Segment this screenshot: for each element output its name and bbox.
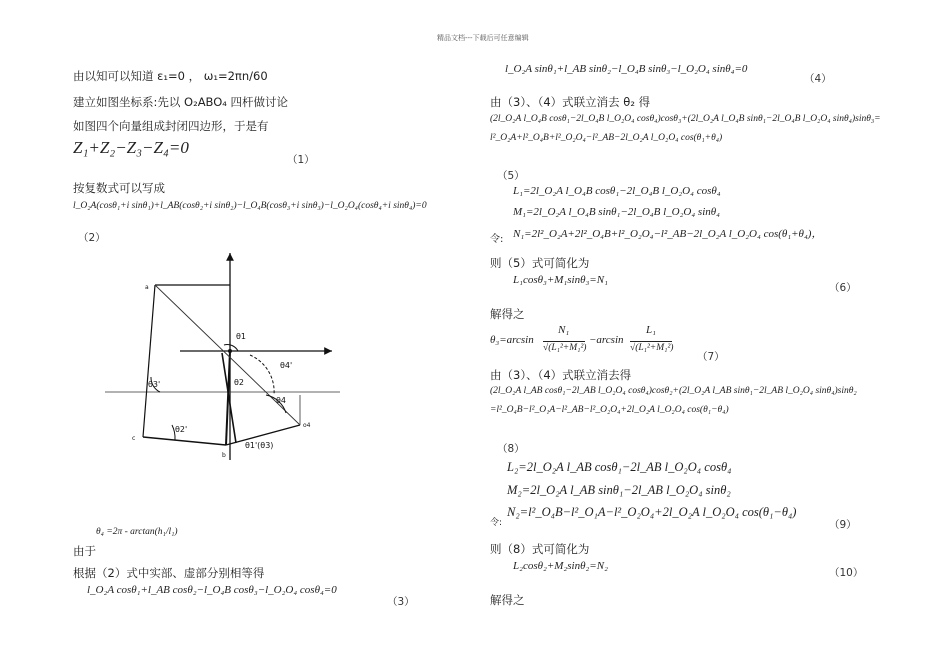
- linkage-diagram: [100, 245, 345, 465]
- theta4-equation: θ₄ =2π - arctan(h₁/l₁): [96, 527, 178, 537]
- label-b: b: [222, 452, 226, 459]
- label-theta2: θ2: [234, 378, 244, 387]
- label-theta4: θ4: [276, 396, 286, 405]
- label-theta2p: θ2': [175, 425, 188, 434]
- intro-line: 由以知可以知道 ε₁=0 ， ω₁=2πn/60: [73, 69, 268, 83]
- eq7-numerator-n1: N₁: [558, 324, 570, 336]
- L2-definition: L₂=2l_O₂A l_AB cosθ₁−2l_AB l_O₂O₄ cosθ₄: [507, 460, 732, 474]
- equation-1-number: （1）: [287, 154, 315, 166]
- combined-eq-line-1: (2l_O₂A l_O₄B cosθ₁−2l_O₄B l_O₂O₄ cosθ₄)cosθ₃+(2l_O₂A l_O₄B sinθ₁−2l_O₄B l_O₂O₄ sinθ₄)sinθ₃=: [490, 114, 881, 124]
- since-label: 由于: [73, 544, 96, 558]
- eliminate-line-2: 由（3）、（4）式联立消去得: [490, 368, 632, 382]
- simplify-line-1: 则（5）式可简化为: [490, 256, 590, 270]
- complex-line: 按复数式可以写成: [73, 181, 165, 195]
- equation-10-number: （10）: [829, 567, 864, 579]
- equation-3: l_O₂A cosθ₁+l_AB cosθ₂−l_O₄B cosθ₃−l_O₂O₄ cosθ₄=0: [87, 584, 337, 596]
- label-c: c: [132, 435, 136, 442]
- label-theta1: θ1: [236, 332, 246, 341]
- label-theta3p: θ3': [148, 380, 161, 389]
- equation-5-number: （5）: [497, 170, 525, 182]
- N2-definition: N₂=l²_O₄B−l²_O₁A−l²_O₂O₄+2l_O₂A l_O₂O₄ cos(θ₁−θ₄): [507, 505, 797, 519]
- eq7-numerator-l1: L₁: [646, 324, 656, 336]
- equation-3-number: （3）: [387, 596, 415, 608]
- eq7-fraction-bar-2: [630, 341, 672, 342]
- equation-1: Z₁+Z₂−Z₃−Z₄=0: [73, 138, 189, 157]
- combined-eq-line-2: l²_O₂A+l²_O₄B+l²_O₂O₄−l²_AB−2l_O₂A l_O₂O₄ cos(θ₁+θ₄): [490, 133, 723, 143]
- eq7-left: θ₃=arcsin: [490, 334, 534, 346]
- equation-6: L₁cosθ₃+M₁sinθ₃=N₁: [513, 274, 608, 286]
- eq7-fraction-bar-1: [543, 341, 585, 342]
- simplify-line-2: 则（8）式可简化为: [490, 542, 590, 556]
- let-label-2: 令:: [490, 518, 503, 528]
- equation-2: l_O₂A(cosθ₁+i sinθ₁)+l_AB(cosθ₂+i sinθ₂)−l_O₄B(cosθ₃+i sinθ₃)−l_O₂O₄(cosθ₄+i sinθ₄)=0: [73, 201, 427, 211]
- label-theta4p: θ4': [280, 361, 293, 370]
- N1-definition: N₁=2l²_O₂A+2l²_O₄B+l²_O₂O₄−l²_AB−2l_O₂A l_O₂O₄ cos(θ₁+θ₄)，: [513, 228, 823, 240]
- combined-eq2-line-1: (2l_O₂A l_AB cosθ₁−2l_AB l_O₂O₄ cosθ₄)cosθ₂+(2l_O₂A l_AB sinθ₁−2l_AB l_O₂O₄ sinθ₄)sinθ₂: [490, 386, 857, 396]
- link-left: [143, 285, 155, 437]
- page-header: 精品文档---下载后可任意编辑: [437, 34, 529, 42]
- combined-eq2-line-2: =l²_O₄B−l²_O₁A−l²_AB−l²_O₂O₄+2l_O₂A l_O₂O₄ cos(θ₁−θ₄): [490, 405, 729, 415]
- equation-4-number: （4）: [804, 73, 832, 85]
- label-theta1p: θ1'(θ3): [245, 441, 274, 450]
- pivot-o2: [228, 349, 232, 353]
- link-bottom: [143, 437, 226, 445]
- M1-definition: M₁=2l_O₂A l_O₄B sinθ₁−2l_O₄B l_O₂O₄ sinθ₄: [513, 206, 720, 218]
- eq7-mid: −arcsin: [589, 334, 624, 346]
- label-o4: o4: [303, 422, 311, 429]
- coord-line: 建立如图坐标系:先以 O₂ABO₄ 四杆做讨论: [73, 95, 289, 109]
- equation-8-number: （8）: [497, 443, 525, 455]
- let-label-1: 令:: [490, 234, 504, 245]
- equation-10: L₂cosθ₂+M₂sinθ₂=N₂: [513, 560, 608, 572]
- equation-7-number: （7）: [697, 351, 725, 363]
- equation-6-number: （6）: [829, 282, 857, 294]
- eq7-denominator-2: √(L₁²+M₁²): [630, 343, 674, 353]
- real-imag-line: 根据（2）式中实部、虚部分别相等得: [73, 566, 265, 580]
- L1-definition: L₁=2l_O₂A l_O₄B cosθ₁−2l_O₄B l_O₂O₄ cosθ₄: [513, 185, 721, 197]
- label-a: a: [145, 284, 149, 291]
- eq7-denominator-1: √(L₁²+M₁²): [543, 343, 587, 353]
- eliminate-line-1: 由（3）、（4）式联立消去 θ₂ 得: [490, 95, 651, 109]
- M2-definition: M₂=2l_O₂A l_AB sinθ₁−2l_AB l_O₂O₄ sinθ₂: [507, 483, 731, 497]
- solve-label-1: 解得之: [490, 307, 525, 321]
- equation-9-number: （9）: [829, 519, 857, 531]
- equation-4: l_O₂A sinθ₁+l_AB sinθ₂−l_O₄B sinθ₃−l_O₂O₄ sinθ₄=0: [505, 63, 748, 75]
- equation-2-number: （2）: [78, 232, 106, 244]
- solve-label-2: 解得之: [490, 593, 525, 607]
- vector-line: 如图四个向量组成封闭四边形，于是有: [73, 119, 269, 133]
